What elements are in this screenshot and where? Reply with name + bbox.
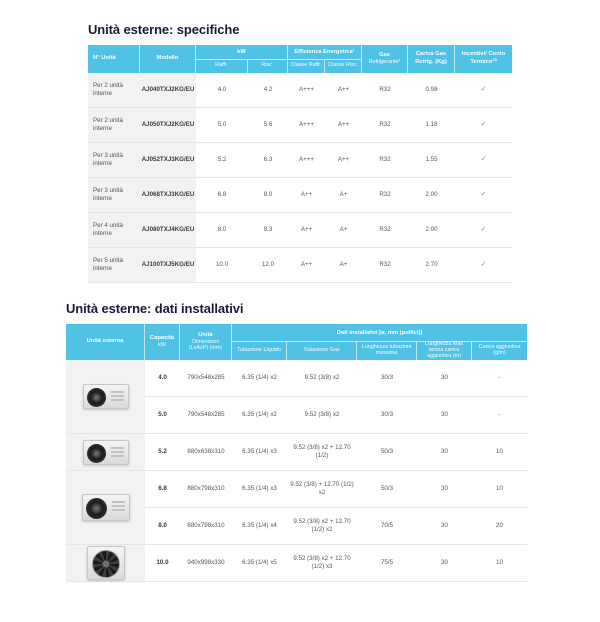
table-cell: ✓ xyxy=(480,191,487,199)
table-cell: 1.55 xyxy=(425,155,438,163)
unit-photo-column xyxy=(66,360,145,582)
table-cell: 12.0 xyxy=(261,260,275,268)
table-cell: A++ xyxy=(337,155,350,163)
table-cell: A+++ xyxy=(299,155,314,163)
table-row xyxy=(145,360,527,397)
table-cell: A++ xyxy=(337,85,350,93)
table-cell: 20 xyxy=(496,521,503,529)
table-cell: 10 xyxy=(496,558,503,566)
table-cell: 6.3 xyxy=(263,155,273,163)
table-row xyxy=(88,248,512,283)
col-header-lunghezza-max: Lunghezza Max senza carica aggiuntiva (m) xyxy=(417,342,472,360)
table-cell: Per 5 unità interne xyxy=(88,248,140,282)
install-table-body xyxy=(66,360,527,582)
col-header-carica-gas: Carica Gas Refrig. (Kg) xyxy=(408,45,455,73)
table-cell: 6.8 xyxy=(217,190,227,198)
unit-fan-icon xyxy=(92,550,120,578)
table-row xyxy=(145,471,527,508)
unit-photo-cell xyxy=(66,434,145,471)
table-cell: 790x548x285 xyxy=(187,410,225,418)
table-cell: 30/3 xyxy=(380,410,394,418)
col-header-unita-esterna: Unità esterna xyxy=(66,324,145,360)
table-cell: 880x798x310 xyxy=(187,521,225,529)
table-cell: 6.35 (1/4) x4 xyxy=(242,521,277,529)
table-row xyxy=(145,397,527,434)
table-cell: 30 xyxy=(441,558,448,566)
table-cell: 4.0 xyxy=(158,373,167,381)
table-cell: 70/5 xyxy=(380,521,394,529)
table-cell: R32 xyxy=(379,120,391,128)
table-row xyxy=(88,143,512,178)
table-cell: R32 xyxy=(379,190,391,198)
table-cell: 9.3 xyxy=(263,225,273,233)
col-header-carica-aggiuntiva: Carica aggiuntiva (g/m) xyxy=(478,344,521,357)
table-cell: A++ xyxy=(300,260,313,268)
table-cell: - xyxy=(498,410,501,418)
table-cell: R32 xyxy=(379,85,391,93)
table-cell: A+ xyxy=(339,225,348,233)
col-header-capacita-sub: kW xyxy=(158,342,166,348)
table-cell: 2.00 xyxy=(425,190,438,198)
col-header-classe-raffr: Classe Raffr. xyxy=(288,60,325,74)
table-cell: AJ068TXJ3KG/EU xyxy=(140,178,196,212)
unit-photo-cell xyxy=(66,545,145,582)
table-cell: 8.0 xyxy=(217,225,227,233)
table-cell: R32 xyxy=(379,155,391,163)
table-cell: 30/3 xyxy=(380,373,394,381)
table-cell: 30 xyxy=(441,521,448,529)
table-cell: 6.35 (1/4) x2 xyxy=(242,410,277,418)
table-cell: R32 xyxy=(379,260,391,268)
table-cell: 5.6 xyxy=(263,120,273,128)
table-cell: 880x638x310 xyxy=(187,447,225,455)
table-cell: ✓ xyxy=(480,261,487,269)
col-header-kw-raffr: Raffr. xyxy=(196,60,248,74)
col-header-kw-risc: Risc. xyxy=(261,62,274,69)
table-cell: 4.0 xyxy=(217,85,227,93)
table-cell: AJ050TXJ2KG/EU xyxy=(140,108,196,142)
table-cell: 10 xyxy=(496,447,503,455)
table-cell: 9.52 (3/8) x2 xyxy=(304,410,340,418)
install-section xyxy=(66,301,527,582)
unit-vents-icon xyxy=(111,391,124,393)
table-cell: 9.52 (3/8) x2 + 12.70 (1/2) xyxy=(293,443,351,459)
unit-photo-cell xyxy=(66,360,145,434)
table-cell: 50/3 xyxy=(380,447,394,455)
col-group-kw-label: kW xyxy=(196,45,287,60)
col-header-dimensioni-main: Unità xyxy=(198,332,213,339)
table-cell: A+++ xyxy=(299,85,314,93)
table-cell: 10 xyxy=(496,484,503,492)
table-cell: 940x998x330 xyxy=(187,558,225,566)
col-header-lunghezza-tubazioni: Lunghezza tubazioni massima xyxy=(357,342,417,360)
table-cell: ✓ xyxy=(480,86,487,94)
table-cell: 880x798x310 xyxy=(187,484,225,492)
table-cell: 50/3 xyxy=(380,484,394,492)
outdoor-unit-photo xyxy=(83,384,129,409)
table-cell: 790x548x285 xyxy=(187,373,225,381)
outdoor-unit-photo xyxy=(83,440,129,465)
table-row xyxy=(145,545,527,582)
install-table-rows xyxy=(145,360,527,582)
col-group-kw xyxy=(196,45,288,73)
specs-title: Unità esterne: specifiche xyxy=(88,22,240,37)
specs-table-body xyxy=(88,73,512,283)
specs-table-header xyxy=(88,45,512,73)
table-cell: A+ xyxy=(339,260,348,268)
unit-fan-icon xyxy=(86,498,107,519)
col-header-gas-refrigerante xyxy=(362,45,408,73)
table-row xyxy=(88,213,512,248)
table-cell: 6.35 (1/4) x3 xyxy=(242,447,277,455)
col-header-classe-risc: Classe Risc. xyxy=(328,62,358,69)
table-cell: 10.0 xyxy=(156,558,169,566)
table-cell: 30 xyxy=(441,373,448,381)
col-header-modello: Modello xyxy=(140,45,196,73)
install-table-header xyxy=(66,324,527,360)
col-group-efficienza xyxy=(288,45,362,73)
col-header-capacita-main: Capacità xyxy=(149,335,175,342)
table-cell: A+ xyxy=(339,190,348,198)
col-group-dati-label: Dati installativi [ø, mm (pollici)] xyxy=(232,324,527,342)
table-cell: Per 3 unità interne xyxy=(88,178,140,212)
col-header-gas-main: Gas xyxy=(379,52,390,59)
table-cell: 9.52 (3/8) x2 + 12.70 (1/2) x3 xyxy=(293,554,351,570)
unit-fan-icon xyxy=(87,388,106,407)
table-cell: 8.0 xyxy=(158,521,167,529)
table-cell: 6.8 xyxy=(158,484,167,492)
table-cell: A++ xyxy=(300,190,313,198)
table-cell: 5.2 xyxy=(158,447,167,455)
col-header-dimensioni xyxy=(180,324,232,360)
col-header-incentivi: Incentivi/ Conto Termico¹⁰ xyxy=(461,51,506,65)
table-cell: 9.52 (3/8) x2 xyxy=(304,373,340,381)
table-row xyxy=(88,178,512,213)
table-cell: 8.0 xyxy=(263,190,273,198)
table-cell: ✓ xyxy=(480,121,487,129)
table-cell: A++ xyxy=(337,120,350,128)
col-header-tubazione-liquido: Tubazione Liquido xyxy=(232,342,287,360)
table-cell: 0.98 xyxy=(425,85,438,93)
col-group-dati-installativi xyxy=(232,324,527,360)
table-cell: Per 2 unità interne xyxy=(88,108,140,142)
table-cell: AJ080TXJ4KG/EU xyxy=(140,213,196,247)
col-header-n-unita: N° Unità xyxy=(88,45,140,73)
table-cell: 30 xyxy=(441,447,448,455)
table-cell: 2.70 xyxy=(425,260,438,268)
table-cell: AJ100TXJ5KG/EU xyxy=(140,248,196,282)
table-cell: 30 xyxy=(441,484,448,492)
table-cell: 9.52 (3/8) x2 + 12.70 (1/2) x2 xyxy=(293,517,351,533)
unit-fan-icon xyxy=(87,444,106,463)
unit-vents-icon xyxy=(111,447,124,449)
table-cell: ✓ xyxy=(480,156,487,164)
table-cell: 9.52 (3/8) + 12.70 (1/2) x2 xyxy=(290,480,354,496)
specs-section xyxy=(88,22,512,283)
table-row xyxy=(145,508,527,545)
install-title: Unità esterne: dati installativi xyxy=(66,301,244,316)
table-row xyxy=(145,434,527,471)
table-cell: A++ xyxy=(300,225,313,233)
table-cell: Per 2 unità interne xyxy=(88,73,140,107)
table-cell: AJ052TXJ3KG/EU xyxy=(140,143,196,177)
table-cell: 6.35 (1/4) x2 xyxy=(242,373,277,381)
table-cell: 4.2 xyxy=(263,85,273,93)
col-group-efficienza-label: Efficienza Energetica¹ xyxy=(288,45,361,60)
col-header-dimensioni-sub: Dimensioni (LxAxP) (mm) xyxy=(188,339,223,351)
table-cell: 2.00 xyxy=(425,225,438,233)
outdoor-unit-photo xyxy=(87,546,125,580)
table-cell: ✓ xyxy=(480,226,487,234)
table-cell: A+++ xyxy=(299,120,314,128)
col-header-capacita xyxy=(145,324,180,360)
table-cell: 30 xyxy=(441,410,448,418)
table-cell: AJ040TXJ2KG/EU xyxy=(140,73,196,107)
table-cell: 5.0 xyxy=(158,410,167,418)
table-cell: R32 xyxy=(379,225,391,233)
table-cell: 10.0 xyxy=(215,260,229,268)
table-cell: Per 3 unità interne xyxy=(88,143,140,177)
table-cell: 75/5 xyxy=(380,558,394,566)
table-cell: 6.35 (1/4) x5 xyxy=(242,558,277,566)
table-cell: 5.2 xyxy=(217,155,227,163)
col-header-gas-sub: Refrigerante² xyxy=(368,59,401,65)
col-header-tubazione-gas: Tubazione Gas xyxy=(287,342,357,360)
table-cell: Per 4 unità interne xyxy=(88,213,140,247)
unit-vents-icon xyxy=(112,501,125,503)
unit-photo-cell xyxy=(66,471,145,545)
outdoor-unit-photo xyxy=(82,494,130,521)
table-row xyxy=(88,108,512,143)
table-row xyxy=(88,73,512,108)
table-cell: 1.18 xyxy=(425,120,438,128)
table-cell: - xyxy=(498,373,501,381)
table-cell: 6.35 (1/4) x3 xyxy=(242,484,277,492)
table-cell: 5.0 xyxy=(217,120,227,128)
